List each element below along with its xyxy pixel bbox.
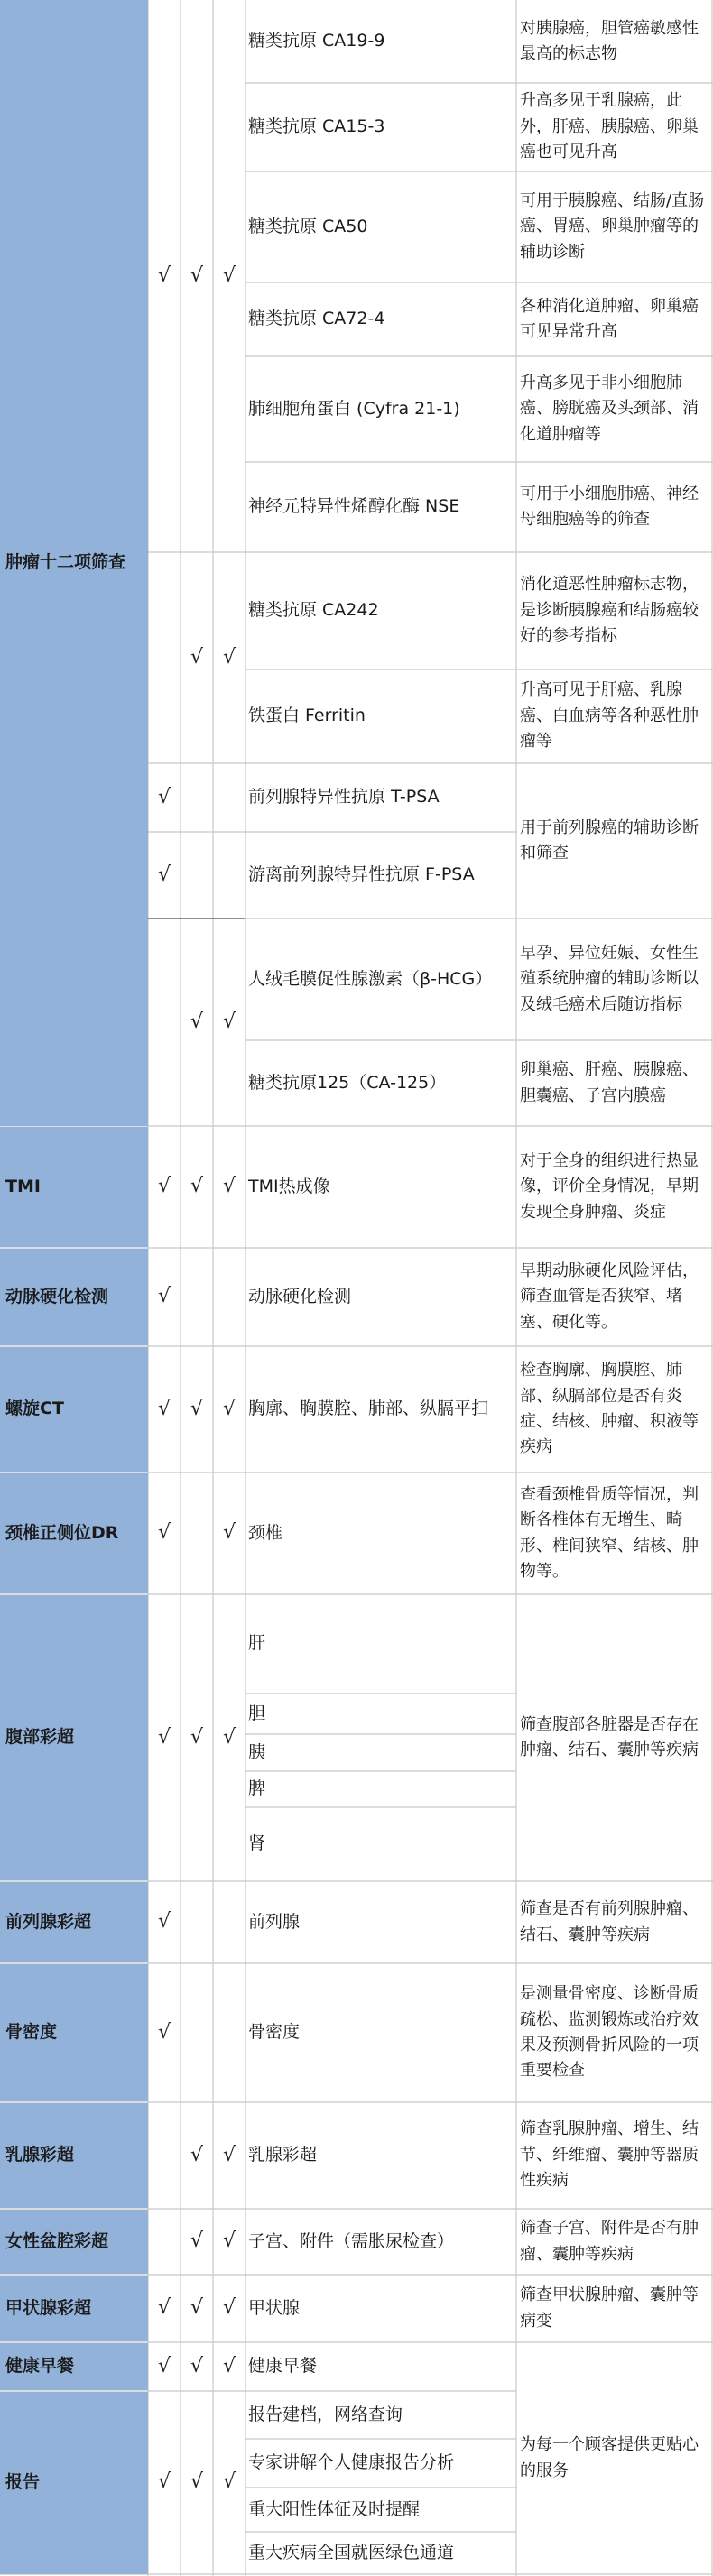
check-mark: √ xyxy=(222,645,236,669)
check-mark: √ xyxy=(157,263,171,287)
category-cervical-dr: 颈椎正侧位DR xyxy=(0,1473,148,1593)
item-uterus-adnexa: 子宫、附件（需胀尿检查） xyxy=(248,2230,455,2251)
check-mark: √ xyxy=(190,1397,204,1420)
check-mark: √ xyxy=(222,1725,236,1749)
item-ca125: 糖类抗原125（CA-125） xyxy=(248,1072,447,1093)
item-breast: 乳腺彩超 xyxy=(248,2145,318,2165)
item-f-psa: 游离前列腺特异性抗原 F-PSA xyxy=(248,864,475,885)
check-mark: √ xyxy=(190,2354,204,2377)
check-mark: √ xyxy=(157,2470,171,2494)
check-mark: √ xyxy=(157,1521,171,1545)
item-t-psa: 前列腺特异性抗原 T-PSA xyxy=(248,787,440,808)
desc-chest-ct: 检查胸廓、胸膜腔、肺部、纵膈部位是否有炎症、结核、肿瘤、积液等疾病 xyxy=(520,1361,699,1457)
desc-beta-hcg: 早孕、异位妊娠、女性生殖系统肿瘤的辅助诊断以及绒毛癌术后随访指标 xyxy=(520,943,699,1014)
item-ca242: 糖类抗原 CA242 xyxy=(248,600,379,621)
category-abdominal-ultrasound: 腹部彩超 xyxy=(0,1595,148,1880)
item-nse: 神经元特异性烯醇化酶 NSE xyxy=(248,496,460,517)
check-mark: √ xyxy=(222,2354,236,2377)
check-mark: √ xyxy=(190,2470,204,2494)
desc-thyroid: 筛查甲状腺肿瘤、囊肿等病变 xyxy=(520,2285,699,2331)
desc-psa: 用于前列腺癌的辅助诊断和筛查 xyxy=(520,817,699,863)
check-mark: √ xyxy=(222,2143,236,2166)
item-prostate: 前列腺 xyxy=(248,1911,301,1932)
check-mark: √ xyxy=(222,1175,236,1198)
check-mark: √ xyxy=(190,2230,204,2253)
desc-breast: 筛查乳腺肿瘤、增生、结节、纤维瘤、囊肿等器质性疾病 xyxy=(520,2119,699,2191)
item-kidney: 肾 xyxy=(248,1833,266,1854)
check-mark: √ xyxy=(222,263,236,287)
check-mark: √ xyxy=(157,2020,171,2044)
item-ca50: 糖类抗原 CA50 xyxy=(248,216,368,236)
category-prostate-ultrasound: 前列腺彩超 xyxy=(0,1882,148,1962)
check-mark: √ xyxy=(157,1397,171,1420)
category-healthy-breakfast: 健康早餐 xyxy=(0,2343,148,2390)
item-liver: 肝 xyxy=(248,1633,266,1654)
desc-cyfra21-1: 升高多见于非小细胞肺癌、膀胱癌及头颈部、消化道肿瘤等 xyxy=(520,373,699,444)
check-mark: √ xyxy=(157,863,171,886)
check-mark: √ xyxy=(157,2296,171,2320)
check-mark: √ xyxy=(157,1175,171,1198)
check-mark: √ xyxy=(222,2230,236,2253)
desc-pelvic: 筛查子宫、附件是否有肿瘤、囊肿等疾病 xyxy=(520,2219,699,2264)
item-breakfast: 健康早餐 xyxy=(248,2356,318,2377)
item-ca72-4: 糖类抗原 CA72-4 xyxy=(248,309,385,329)
check-mark: √ xyxy=(222,1397,236,1420)
category-tumor-markers: 肿瘤十二项筛查 xyxy=(0,0,148,1126)
desc-ca72-4: 各种消化道肿瘤、卵巢癌可见异常升高 xyxy=(520,296,699,341)
check-mark: √ xyxy=(190,263,204,287)
desc-ca242: 消化道恶性肿瘤标志物，是诊断胰腺癌和结肠癌较好的参考指标 xyxy=(520,575,699,646)
desc-arteriosclerosis: 早期动脉硬化风险评估，筛查血管是否狭窄、堵塞、硬化等。 xyxy=(520,1260,699,1332)
item-beta-hcg: 人绒毛膜促性腺激素（β-HCG） xyxy=(248,968,493,989)
item-ca19-9: 糖类抗原 CA19-9 xyxy=(248,31,385,51)
check-mark: √ xyxy=(222,2470,236,2494)
check-mark: √ xyxy=(157,1285,171,1308)
category-bone-density: 骨密度 xyxy=(0,1964,148,2101)
check-mark: √ xyxy=(222,2296,236,2320)
desc-ca19-9: 对胰腺癌，胆管癌敏感性最高的标志物 xyxy=(520,18,699,63)
desc-nse: 可用于小细胞肺癌、神经母细胞癌等的筛查 xyxy=(520,484,699,529)
check-mark: √ xyxy=(157,2354,171,2377)
check-mark: √ xyxy=(190,2296,204,2320)
check-mark: √ xyxy=(222,1010,236,1033)
item-spleen: 脾 xyxy=(248,1778,266,1799)
check-mark: √ xyxy=(222,1521,236,1545)
category-spiral-ct: 螺旋CT xyxy=(0,1347,148,1472)
check-mark: √ xyxy=(157,785,171,808)
desc-ca15-3: 升高多见于乳腺癌，此外，肝癌、胰腺癌、卵巢癌也可见升高 xyxy=(520,91,699,162)
item-tmi: TMI热成像 xyxy=(248,1176,330,1196)
item-cervical-spine: 颈椎 xyxy=(248,1522,283,1543)
item-cyfra21-1: 肺细胞角蛋白 (Cyfra 21-1) xyxy=(248,398,460,419)
item-positive-signs-alert: 重大阳性体征及时提醒 xyxy=(248,2498,421,2519)
item-arteriosclerosis: 动脉硬化检测 xyxy=(248,1286,352,1306)
desc-prostate: 筛查是否有前列腺肿瘤、结石、囊肿等疾病 xyxy=(520,1899,699,1944)
item-expert-explanation: 专家讲解个人健康报告分析 xyxy=(248,2452,455,2473)
item-gallbladder: 胆 xyxy=(248,1703,266,1723)
category-arteriosclerosis: 动脉硬化检测 xyxy=(0,1249,148,1345)
item-green-channel: 重大疾病全国就医绿色通道 xyxy=(248,2542,455,2562)
item-ferritin: 铁蛋白 Ferritin xyxy=(248,706,366,726)
category-breast-ultrasound: 乳腺彩超 xyxy=(0,2103,148,2208)
desc-ferritin: 升高可见于肝癌、乳腺癌、白血病等各种恶性肿瘤等 xyxy=(520,680,699,752)
desc-cervical-spine: 查看颈椎骨质等情况，判断各椎体有无增生、畸形、椎间狭窄、结核、肿物等。 xyxy=(520,1484,699,1581)
check-mark: √ xyxy=(190,645,204,669)
desc-ca125: 卵巢癌、肝癌、胰腺癌、胆囊癌、子宫内膜癌 xyxy=(520,1060,699,1105)
desc-bone-density: 是测量骨密度、诊断骨质疏松、监测锻炼或治疗效果及预测骨折风险的一项重要检查 xyxy=(520,1984,699,2081)
check-mark: √ xyxy=(157,1725,171,1749)
category-thyroid-ultrasound: 甲状腺彩超 xyxy=(0,2276,148,2341)
check-mark: √ xyxy=(157,1910,171,1934)
check-mark: √ xyxy=(190,1175,204,1198)
item-pancreas: 胰 xyxy=(248,1741,266,1762)
category-pelvic-ultrasound: 女性盆腔彩超 xyxy=(0,2210,148,2274)
desc-tmi: 对于全身的组织进行热显像，评价全身情况，早期发现全身肿瘤、炎症 xyxy=(520,1150,699,1222)
category-tmi: TMI xyxy=(0,1127,148,1247)
check-mark: √ xyxy=(190,1010,204,1033)
desc-abdominal: 筛查腹部各脏器是否存在肿瘤、结石、囊肿等疾病 xyxy=(520,1714,699,1759)
item-thyroid: 甲状腺 xyxy=(248,2297,301,2318)
desc-ca50: 可用于胰腺癌、结肠/直肠癌、胃癌、卵巢肿瘤等的辅助诊断 xyxy=(520,190,705,262)
item-chest-ct: 胸廓、胸膜腔、肺部、纵膈平扫 xyxy=(248,1399,489,1419)
desc-service: 为每一个顾客提供更贴心的服务 xyxy=(520,2435,699,2480)
check-mark: √ xyxy=(190,2143,204,2166)
category-report: 报告 xyxy=(0,2392,148,2574)
item-ca15-3: 糖类抗原 CA15-3 xyxy=(248,116,385,137)
item-report-filing: 报告建档，网络查询 xyxy=(248,2404,403,2424)
item-bone-density: 骨密度 xyxy=(248,2022,301,2043)
check-mark: √ xyxy=(190,1725,204,1749)
